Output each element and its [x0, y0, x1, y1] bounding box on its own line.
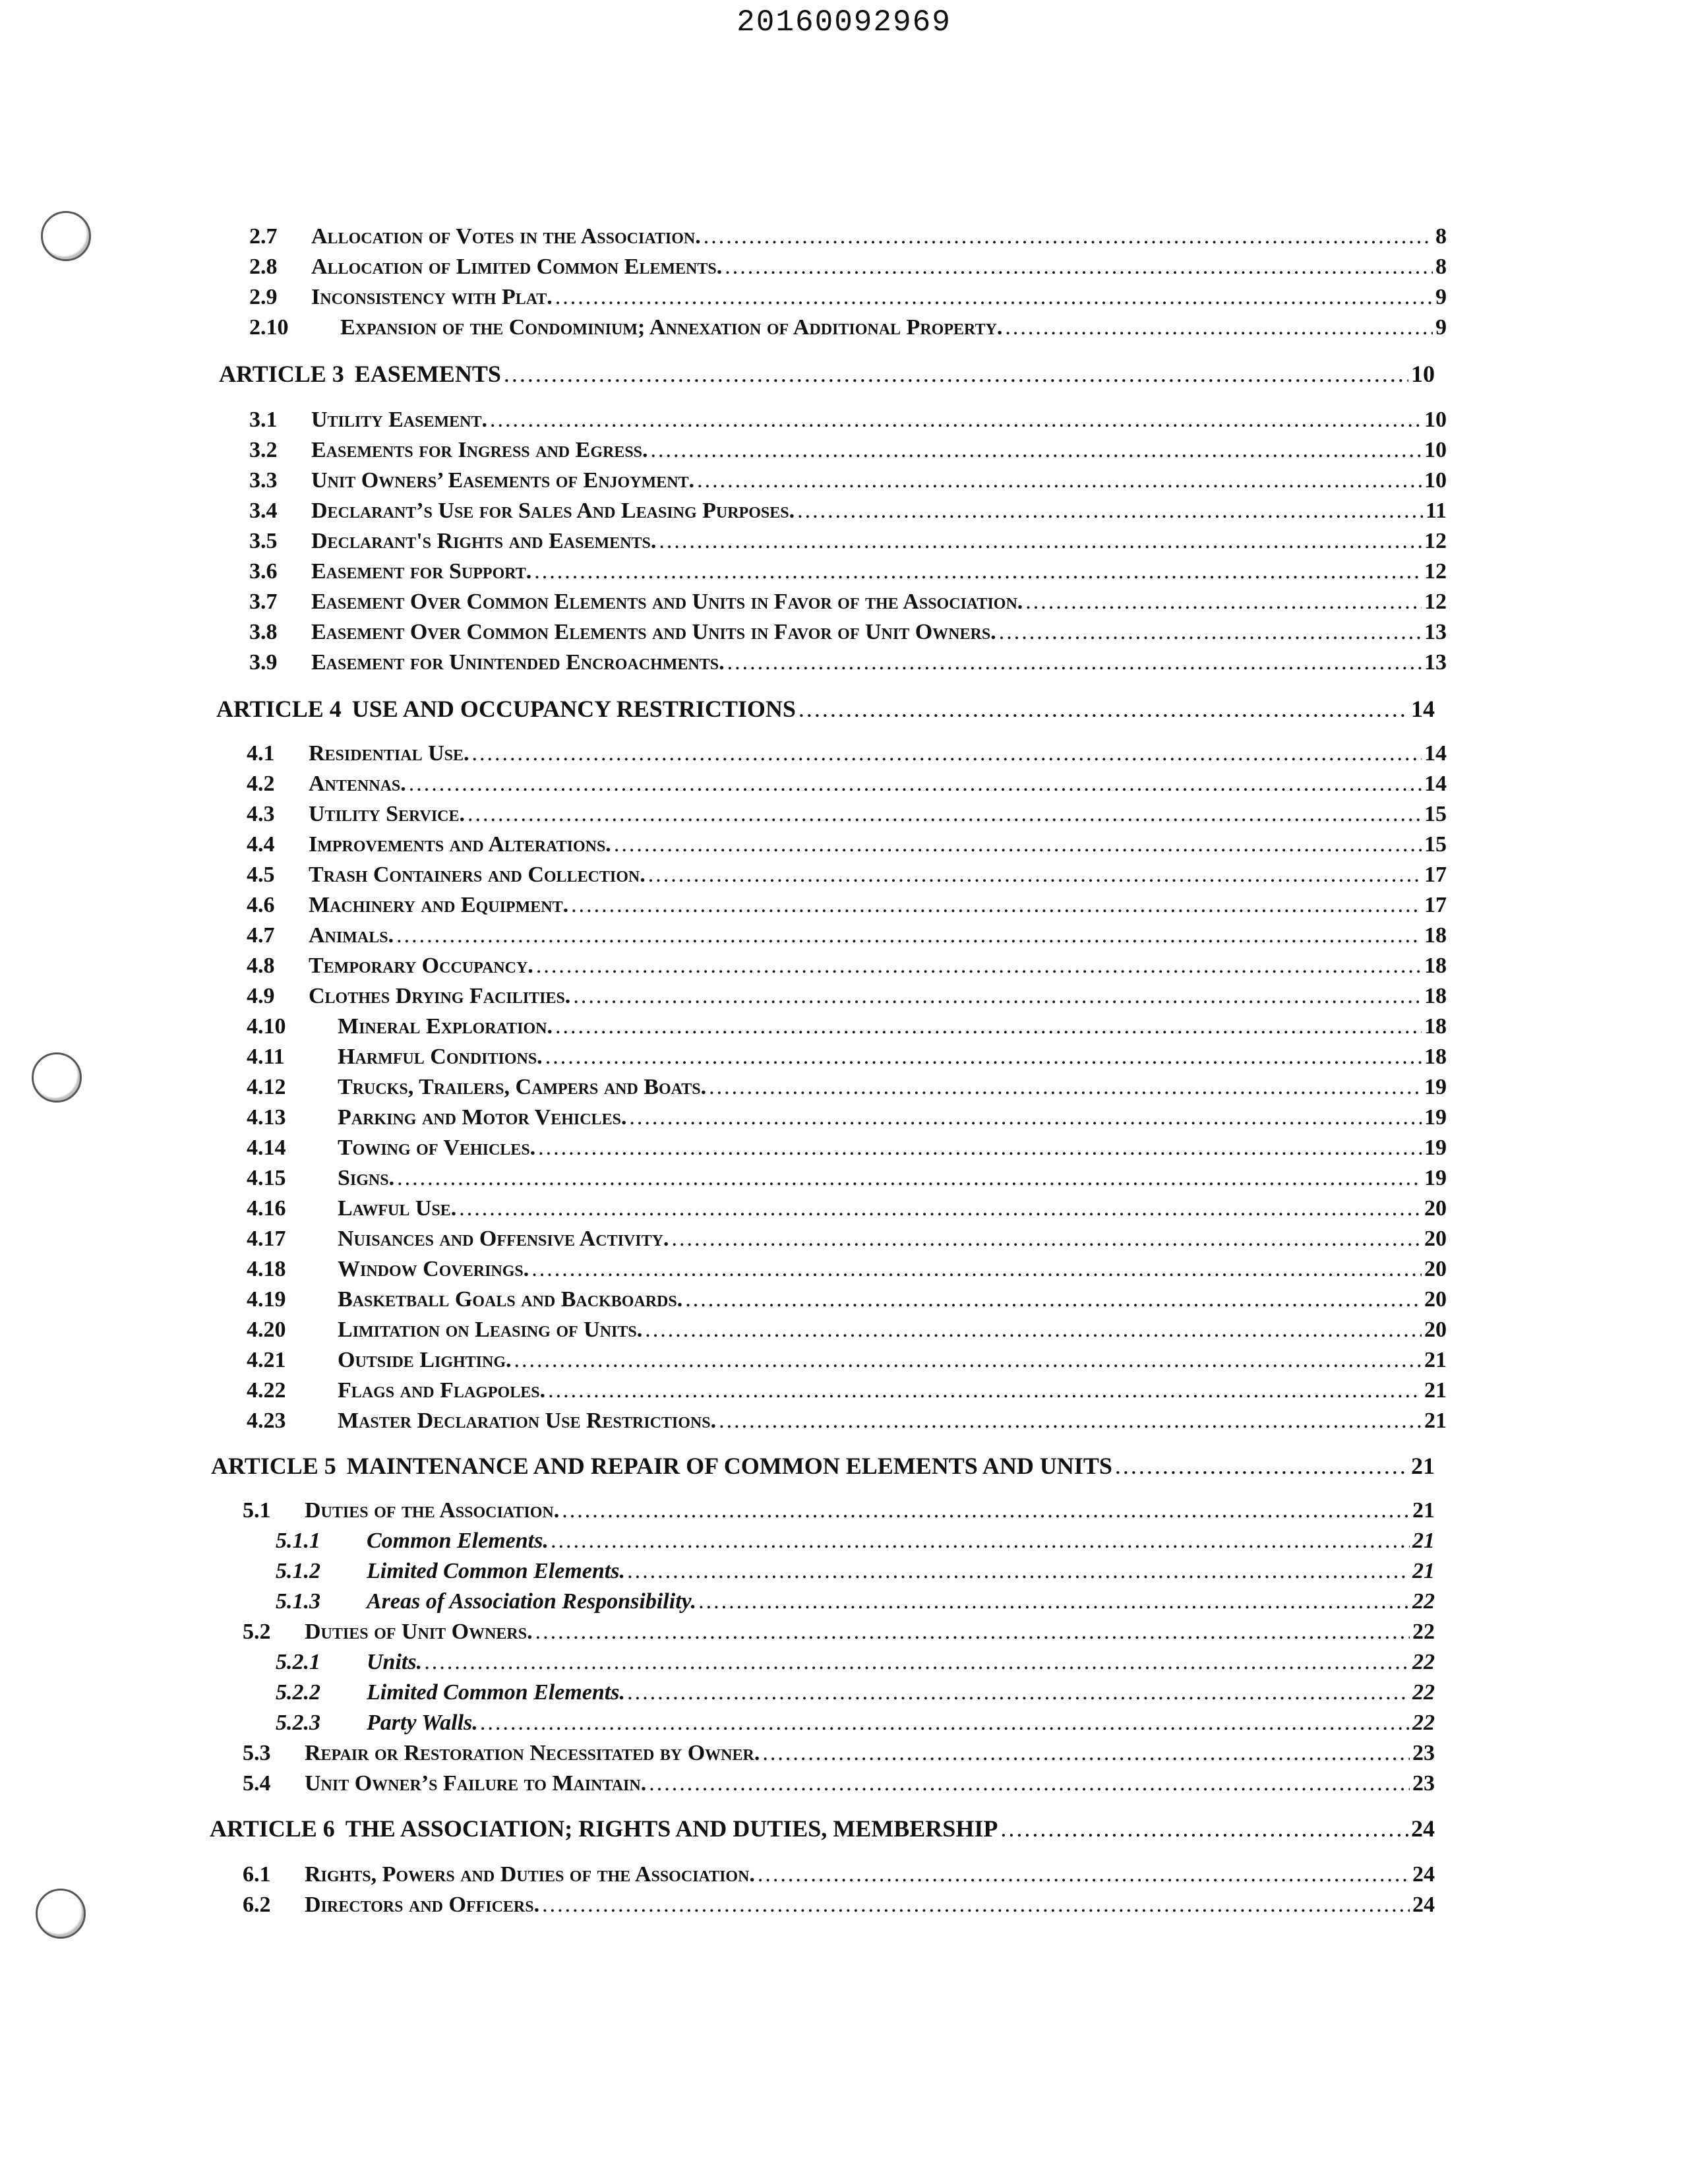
toc-section-number: 4.3: [247, 802, 275, 826]
toc-section-number: 5.3: [243, 1741, 271, 1765]
toc-section: [247, 802, 1447, 827]
toc-section-title: Allocation of Votes in the Association.: [311, 224, 701, 249]
toc-page-number: 19: [1424, 1105, 1447, 1130]
toc-section-number: 5.4: [243, 1771, 271, 1796]
toc-section-number: 4.22: [247, 1378, 286, 1403]
toc-section-title: Basketball Goals and Backboards.: [338, 1287, 683, 1312]
toc-article-number: ARTICLE 5: [211, 1453, 336, 1479]
toc-page-number: 9: [1435, 315, 1447, 340]
toc-leader: [534, 559, 1422, 584]
toc-section-title: Duties of Unit Owners.: [305, 1620, 533, 1644]
toc-leader: [548, 1378, 1422, 1403]
toc-leader: [538, 1136, 1422, 1161]
toc-page-number: 18: [1424, 1045, 1447, 1069]
toc-section-number: 5.1: [243, 1498, 271, 1523]
toc-subsection: [276, 1680, 1435, 1705]
toc-section-number: 3.1: [249, 408, 278, 432]
toc-page-number: 23: [1412, 1741, 1435, 1765]
toc-page-number: 21: [1412, 1498, 1435, 1523]
toc-section-number: 4.18: [247, 1257, 286, 1281]
toc-section: [249, 650, 1447, 675]
toc-subsection-title: Party Walls.: [367, 1711, 478, 1735]
toc-leader: [1000, 1815, 1408, 1842]
toc-section-number: 2.7: [249, 224, 278, 249]
toc-page-number: 20: [1424, 1257, 1447, 1281]
toc-subsection-title: Limited Common Elements.: [367, 1559, 625, 1583]
toc-section: [247, 1105, 1447, 1130]
toc-section-title: Allocation of Limited Common Elements.: [311, 255, 723, 279]
toc-section-title: Residential Use.: [309, 741, 469, 766]
toc-leader: [719, 1409, 1422, 1434]
toc-section-title: Rights, Powers and Duties of the Association.: [305, 1862, 755, 1887]
toc-article-title: THE ASSOCIATION; RIGHTS AND DUTIES, MEMBERSHIP: [345, 1815, 998, 1842]
toc-section: [247, 1227, 1447, 1252]
toc-page-number: 19: [1424, 1166, 1447, 1190]
toc-page-number: 20: [1424, 1227, 1447, 1251]
toc-section: [247, 1287, 1447, 1312]
toc-section-title: Window Coverings.: [338, 1257, 529, 1281]
toc-section: [243, 1893, 1435, 1918]
toc-leader: [629, 1105, 1422, 1130]
toc-section: [247, 741, 1447, 766]
toc-article-title: EASEMENTS: [354, 361, 501, 387]
toc-section: [243, 1741, 1435, 1766]
toc-page-number: 22: [1412, 1589, 1435, 1614]
toc-leader: [571, 893, 1422, 918]
toc-section-number: 3.7: [249, 590, 278, 614]
toc-leader: [614, 832, 1422, 857]
toc-page-number: 20: [1424, 1287, 1447, 1312]
toc-section-title: Unit Owner’s Failure to Maintain.: [305, 1771, 647, 1796]
toc-section-number: 4.19: [247, 1287, 286, 1312]
toc-article-heading: [219, 360, 1435, 388]
toc-section-number: 3.2: [249, 438, 278, 462]
toc-leader: [1115, 1452, 1408, 1480]
toc-section-number: 4.2: [247, 772, 275, 796]
toc-leader: [645, 1318, 1422, 1343]
toc-subsection-number: 5.2.3: [276, 1711, 320, 1735]
toc-section-title: Directors and Officers.: [305, 1893, 540, 1917]
toc-section-title: Limitation on Leasing of Units.: [338, 1318, 643, 1342]
toc-section: [249, 559, 1447, 584]
toc-leader: [535, 1620, 1410, 1645]
toc-leader: [396, 923, 1422, 948]
toc-section-title: Inconsistency with Plat.: [311, 285, 553, 309]
toc-leader: [699, 1589, 1410, 1614]
toc-page-number: 18: [1424, 984, 1447, 1008]
toc-leader: [704, 224, 1433, 249]
toc-page-number: 24: [1411, 1815, 1435, 1842]
toc-page-number: 8: [1435, 224, 1447, 249]
toc-section-title: Duties of the Association.: [305, 1498, 560, 1523]
toc-section-number: 3.9: [249, 650, 278, 675]
toc-page-number: 20: [1424, 1318, 1447, 1342]
toc-section-number: 4.17: [247, 1227, 286, 1251]
toc-section-title: Antennas.: [309, 772, 406, 796]
toc-page-number: 22: [1412, 1620, 1435, 1644]
toc-page-number: 22: [1412, 1711, 1435, 1735]
toc-page-number: 18: [1424, 954, 1447, 978]
toc-section-title: Harmful Conditions.: [338, 1045, 543, 1069]
toc-leader: [425, 1650, 1410, 1675]
toc-section: [247, 832, 1447, 857]
toc-subsection-number: 5.1.1: [276, 1529, 320, 1553]
toc-leader: [649, 1771, 1410, 1796]
toc-section-number: 4.10: [247, 1014, 286, 1039]
toc-section: [247, 1136, 1447, 1161]
toc-section: [247, 923, 1447, 948]
toc-section-title: Trash Containers and Collection.: [309, 863, 646, 887]
toc-section-number: 3.4: [249, 499, 278, 523]
toc-page-number: 13: [1424, 650, 1447, 675]
toc-page-number: 22: [1412, 1680, 1435, 1705]
toc-section-number: 4.15: [247, 1166, 286, 1190]
toc-section-number: 6.1: [243, 1862, 271, 1887]
toc-page-number: 21: [1412, 1529, 1435, 1553]
toc-leader: [727, 650, 1422, 675]
toc-subsection: [276, 1711, 1435, 1736]
toc-section-title: Clothes Drying Facilities.: [309, 984, 571, 1008]
toc-article-heading: [210, 1815, 1435, 1842]
toc-leader: [628, 1680, 1410, 1705]
toc-section: [249, 438, 1447, 463]
toc-section: [247, 984, 1447, 1009]
toc-section: [249, 590, 1447, 615]
toc-section-title: Utility Easement.: [311, 408, 487, 432]
toc-section-title: Temporary Occupancy.: [309, 954, 533, 978]
toc-page-number: 10: [1424, 468, 1447, 493]
toc-leader: [709, 1075, 1422, 1100]
toc-leader: [1005, 315, 1433, 340]
toc-page-number: 19: [1424, 1075, 1447, 1099]
toc-page-number: 17: [1424, 893, 1447, 917]
toc-section: [249, 255, 1447, 280]
toc-page-number: 24: [1412, 1893, 1435, 1917]
toc-section-title: Easement Over Common Elements and Units in Favor of the Association.: [311, 590, 1023, 614]
toc-section-title: Repair or Restoration Necessitated by Owner.: [305, 1741, 760, 1765]
toc-page-number: 14: [1424, 741, 1447, 766]
toc-leader: [573, 984, 1422, 1009]
toc-section: [247, 863, 1447, 888]
toc-page-number: 23: [1412, 1771, 1435, 1796]
toc-section: [247, 1075, 1447, 1100]
toc-section-title: Utility Service.: [309, 802, 466, 826]
toc-article-number: ARTICLE 6: [210, 1815, 335, 1842]
toc-page-number: 21: [1424, 1378, 1447, 1403]
toc-leader: [671, 1227, 1422, 1252]
toc-page-number: 15: [1424, 802, 1447, 826]
toc-section-title: Master Declaration Use Restrictions.: [338, 1409, 717, 1433]
toc-leader: [648, 863, 1422, 888]
toc-page-number: 9: [1435, 285, 1447, 309]
toc-subsection: [276, 1589, 1435, 1614]
toc-leader: [551, 1529, 1410, 1554]
toc-section: [247, 1409, 1447, 1434]
toc-section: [243, 1498, 1435, 1523]
toc-leader: [490, 408, 1422, 433]
toc-article-heading: [216, 695, 1435, 723]
toc-section-number: 4.21: [247, 1348, 286, 1372]
toc-leader: [762, 1741, 1410, 1766]
toc-section: [247, 772, 1447, 797]
punch-hole-top: [41, 211, 91, 261]
toc-section: [249, 315, 1447, 340]
toc-page-number: 12: [1424, 529, 1447, 553]
toc-leader: [799, 695, 1408, 723]
toc-leader: [797, 499, 1423, 524]
toc-section: [247, 1348, 1447, 1373]
toc-page-number: 15: [1424, 832, 1447, 857]
toc-subsection-number: 5.2.1: [276, 1650, 320, 1674]
toc-section: [247, 1196, 1447, 1221]
toc-leader: [1025, 590, 1422, 615]
toc-page-number: 12: [1424, 559, 1447, 584]
toc-section-title: Lawful Use.: [338, 1196, 457, 1221]
toc-subsection-number: 5.1.3: [276, 1589, 320, 1614]
toc-page-number: 22: [1412, 1650, 1435, 1674]
toc-page-number: 18: [1424, 1014, 1447, 1039]
toc-article-number: ARTICLE 3: [219, 361, 344, 387]
toc-section: [243, 1771, 1435, 1796]
toc-section: [249, 224, 1447, 249]
toc-section: [249, 468, 1447, 493]
toc-section-number: 4.6: [247, 893, 275, 917]
toc-section-title: Nuisances and Offensive Activity.: [338, 1227, 669, 1251]
toc-section-title: Easement Over Common Elements and Units in Favor of Unit Owners.: [311, 620, 996, 644]
toc-section-title: Declarant's Rights and Easements.: [311, 529, 657, 553]
toc-section: [247, 1257, 1447, 1282]
toc-section-number: 4.16: [247, 1196, 286, 1221]
toc-section: [247, 893, 1447, 918]
toc-leader: [651, 438, 1422, 463]
toc-leader: [545, 1045, 1422, 1070]
toc-section: [249, 499, 1447, 524]
toc-section: [249, 529, 1447, 554]
toc-section-number: 4.8: [247, 954, 275, 978]
toc-section-number: 2.8: [249, 255, 278, 279]
toc-section-title: Declarant’s Use for Sales And Leasing Purposes.: [311, 499, 795, 523]
toc-page-number: 10: [1424, 408, 1447, 432]
toc-page-number: 12: [1424, 590, 1447, 614]
toc-leader: [628, 1559, 1410, 1584]
toc-leader: [514, 1348, 1422, 1373]
toc-section-number: 3.3: [249, 468, 278, 493]
toc-section-number: 3.8: [249, 620, 278, 644]
toc-subsection-number: 5.2.2: [276, 1680, 320, 1705]
toc-article-heading: [211, 1452, 1435, 1480]
toc-page-number: 19: [1424, 1136, 1447, 1160]
toc-leader: [467, 802, 1422, 827]
toc-leader: [504, 360, 1408, 388]
toc-section-number: 4.14: [247, 1136, 286, 1160]
toc-section-title: Easement for Unintended Encroachments.: [311, 650, 725, 675]
toc-section-number: 4.5: [247, 863, 275, 887]
toc-subsection: [276, 1650, 1435, 1675]
toc-page-number: 24: [1412, 1862, 1435, 1887]
punch-hole-bottom: [36, 1889, 86, 1939]
toc-leader: [758, 1862, 1410, 1887]
toc-page-number: 11: [1425, 499, 1447, 523]
toc-leader: [531, 1257, 1422, 1282]
toc-leader: [562, 1498, 1410, 1523]
toc-section: [247, 1378, 1447, 1403]
toc-section-number: 2.9: [249, 285, 278, 309]
toc-section-number: 2.10: [249, 315, 289, 340]
toc-leader: [685, 1287, 1422, 1312]
toc-page-number: 21: [1424, 1348, 1447, 1372]
toc-section: [247, 1318, 1447, 1343]
toc-leader: [999, 620, 1422, 645]
toc-subsection: [276, 1529, 1435, 1554]
toc-section-number: 4.7: [247, 923, 275, 948]
toc-section-title: Expansion of the Condominium; Annexation of Additional Property.: [340, 315, 1003, 340]
toc-leader: [459, 1196, 1422, 1221]
toc-section: [247, 954, 1447, 979]
toc-section-title: Parking and Motor Vehicles.: [338, 1105, 627, 1130]
toc-section-title: Mineral Exploration.: [338, 1014, 553, 1039]
toc-page-number: 14: [1411, 696, 1435, 722]
toc-section-number: 4.20: [247, 1318, 286, 1342]
toc-section-title: Easement for Support.: [311, 559, 532, 584]
toc-subsection: [276, 1559, 1435, 1584]
toc-leader: [409, 772, 1422, 797]
toc-section-number: 4.4: [247, 832, 275, 857]
toc-section-number: 6.2: [243, 1893, 271, 1917]
toc-section-number: 3.6: [249, 559, 278, 584]
toc-leader: [542, 1893, 1410, 1918]
toc-section-number: 4.9: [247, 984, 275, 1008]
toc-page-number: 10: [1411, 361, 1435, 387]
toc-subsection-title: Common Elements.: [367, 1529, 549, 1553]
toc-section: [247, 1166, 1447, 1191]
toc-leader: [697, 468, 1422, 493]
toc-page-number: 21: [1411, 1453, 1435, 1479]
toc-section-number: 4.23: [247, 1409, 286, 1433]
toc-subsection-title: Limited Common Elements.: [367, 1680, 625, 1705]
toc-section-number: 5.2: [243, 1620, 271, 1644]
toc-section-title: Outside Lighting.: [338, 1348, 512, 1372]
toc-section-number: 3.5: [249, 529, 278, 553]
toc-section-number: 4.1: [247, 741, 275, 766]
toc-section-title: Easements for Ingress and Egress.: [311, 438, 648, 462]
toc-page-number: 8: [1435, 255, 1447, 279]
toc-section-title: Unit Owners’ Easements of Enjoyment.: [311, 468, 695, 493]
toc-section: [249, 285, 1447, 310]
toc-page-number: 10: [1424, 438, 1447, 462]
toc-section-number: 4.12: [247, 1075, 286, 1099]
toc-leader: [536, 954, 1422, 979]
toc-section: [247, 1014, 1447, 1039]
toc-article-number: ARTICLE 4: [216, 696, 342, 722]
toc-section: [249, 408, 1447, 433]
toc-page-number: 21: [1424, 1409, 1447, 1433]
toc-section: [243, 1862, 1435, 1887]
document-number: 20160092969: [737, 5, 951, 40]
toc-section-number: 4.11: [247, 1045, 285, 1069]
toc-page-number: 17: [1424, 863, 1447, 887]
toc-subsection-title: Areas of Association Responsibility.: [367, 1589, 696, 1614]
toc-page-number: 21: [1412, 1559, 1435, 1583]
toc-leader: [725, 255, 1433, 280]
toc-leader: [481, 1711, 1410, 1736]
toc-section: [243, 1620, 1435, 1645]
toc-section-title: Trucks, Trailers, Campers and Boats.: [338, 1075, 707, 1099]
toc-section-title: Signs.: [338, 1166, 395, 1190]
toc-leader: [472, 741, 1422, 766]
toc-section-title: Towing of Vehicles.: [338, 1136, 536, 1160]
toc-section-title: Improvements and Alterations.: [309, 832, 611, 857]
toc-subsection-title: Units.: [367, 1650, 423, 1674]
toc-leader: [555, 285, 1433, 310]
toc-section-number: 4.13: [247, 1105, 286, 1130]
toc-article-title: USE AND OCCUPANCY RESTRICTIONS: [351, 696, 796, 722]
toc-page-number: 20: [1424, 1196, 1447, 1221]
toc-article-title: MAINTENANCE AND REPAIR OF COMMON ELEMENTS AND UNITS: [346, 1453, 1112, 1479]
toc-page-number: 14: [1424, 772, 1447, 796]
toc-page-number: 13: [1424, 620, 1447, 644]
toc-section: [249, 620, 1447, 645]
toc-leader: [555, 1014, 1422, 1039]
toc-section: [247, 1045, 1447, 1070]
toc-section-title: Flags and Flagpoles.: [338, 1378, 546, 1403]
toc-section-title: Animals.: [309, 923, 394, 948]
punch-hole-middle: [32, 1052, 82, 1103]
toc-page-number: 18: [1424, 923, 1447, 948]
toc-leader: [397, 1166, 1422, 1191]
toc-subsection-number: 5.1.2: [276, 1559, 320, 1583]
toc-section-title: Machinery and Equipment.: [309, 893, 569, 917]
toc-leader: [659, 529, 1422, 554]
